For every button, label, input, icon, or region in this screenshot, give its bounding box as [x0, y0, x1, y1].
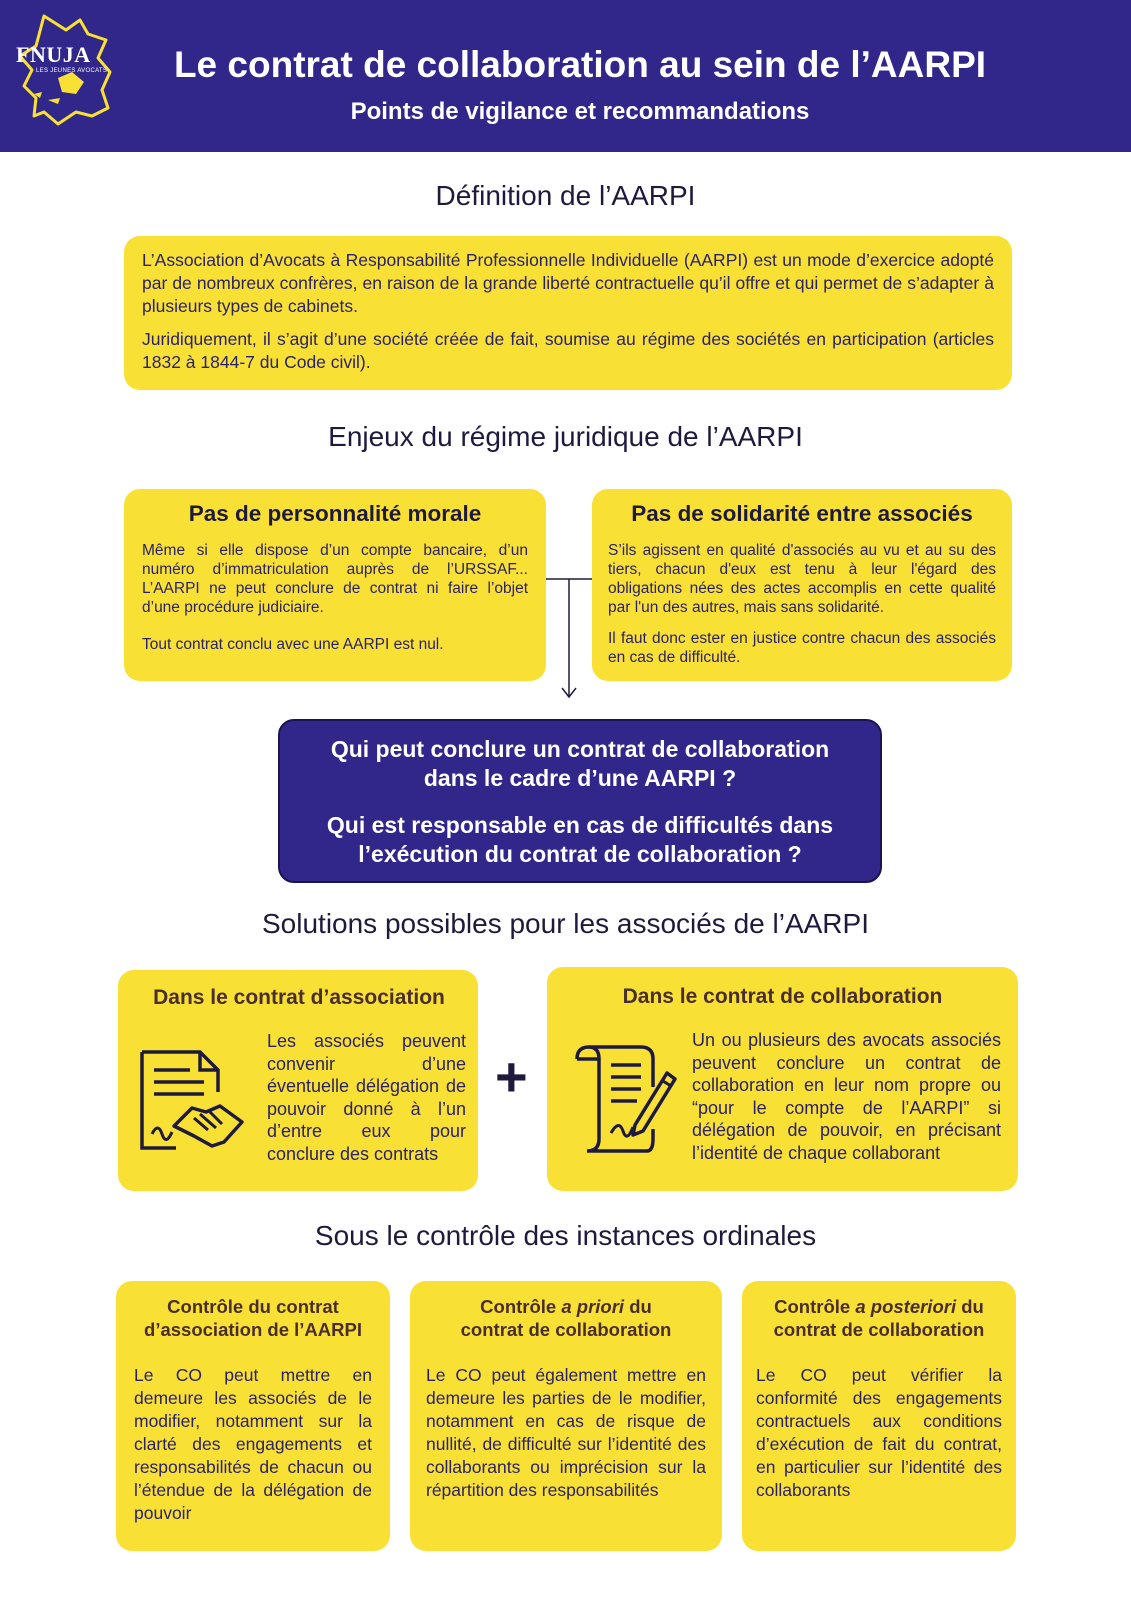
control-a-priori-title-line-1 — [426, 1295, 706, 1318]
control-association-title-line-2: d’association de l’AARPI — [144, 1319, 362, 1340]
control-a-posteriori-title-pre: Contrôle — [774, 1296, 856, 1317]
no-legal-personality-title: Pas de personnalité morale — [188, 501, 482, 526]
connector-arrow — [546, 570, 592, 700]
no-legal-personality-text-2: Tout contrat conclu avec une AARPI est nul. — [142, 636, 444, 653]
enjeux-heading: Enjeux du régime juridique de l’AARPI — [328, 421, 803, 452]
no-solidarity-title: Pas de solidarité entre associés — [631, 501, 973, 526]
control-a-priori-title-line-2: contrat de collaboration — [460, 1319, 672, 1340]
question-1-line-2: dans le cadre d’une AARPI ? — [423, 765, 737, 791]
page-subtitle: Points de vigilance et recommandations — [350, 98, 810, 125]
control-a-posteriori-title-line-2: contrat de collaboration — [773, 1319, 985, 1340]
collaboration-contract-box — [547, 967, 1018, 1191]
definition-box — [124, 236, 1012, 390]
key-questions-box — [278, 719, 882, 883]
definition-heading: Définition de l’AARPI — [435, 180, 696, 211]
france-map-icon — [14, 12, 118, 136]
association-contract-title: Dans le contrat d’association — [153, 986, 445, 1009]
no-solidarity-text-1: S’ils agissent en qualité d'associés au vu et au su des tiers, chacun d'eux est tenu à leur l'égard des obligations nées des actes accomplis en cette qualité par l'un des autres, mais sans solidarité. — [608, 542, 996, 616]
association-contract-box — [118, 970, 478, 1191]
no-legal-personality-box — [124, 489, 546, 681]
control-a-priori-text: Le CO peut également mettre en demeure les parties de le modifier, notamment en cas de risque de nullité, de difficulté sur l’identité des collaborants ou imprécision sur la répartition des responsabilités — [426, 1365, 706, 1500]
fnuja-logo — [14, 12, 118, 136]
question-2-line-2: l’exécution du contrat de collaboration ? — [358, 841, 802, 867]
controle-heading: Sous le contrôle des instances ordinales — [314, 1220, 817, 1251]
contract-handshake-icon — [138, 1048, 248, 1158]
plus-sign: + — [495, 1045, 528, 1108]
no-legal-personality-text-1: Même si elle dispose d’un compte bancaire, d’un numéro d’immatriculation auprès de l’URSSAF... L’AARPI ne peut conclure de contrat ni faire l’objet d’une procédure judiciaire. — [142, 542, 528, 616]
definition-paragraph-2: Juridiquement, il s’agit d’une société créée de fait, soumise au régime des sociétés en participation (articles 1832 à 1844-7 du Code civil). — [142, 329, 994, 372]
no-solidarity-text-2: Il faut donc ester en justice contre chacun des associés en cas de difficulté. — [608, 630, 996, 666]
solutions-heading: Solutions possibles pour les associés de l’AARPI — [262, 908, 869, 939]
contract-signing-icon — [571, 1043, 681, 1163]
logo-text: FNUJA — [16, 42, 91, 67]
control-a-posteriori-title-line-1 — [756, 1295, 1002, 1318]
control-association-title-line-1: Contrôle du contrat — [167, 1296, 339, 1317]
logo-subtitle: LES JEUNES AVOCATS — [36, 68, 108, 74]
control-a-posteriori-box — [742, 1281, 1016, 1551]
control-a-posteriori-text: Le CO peut vérifier la conformité des engagements contractuels aux conditions d’exécution de fait du contrat, en particulier sur l’identité des collaborants — [756, 1365, 1002, 1500]
control-a-priori-title-pre: Contrôle — [480, 1296, 562, 1317]
question-2-line-1: Qui est responsable en cas de difficultés dans — [326, 812, 834, 838]
association-contract-text: Les associés peuvent convenir d’une éventuelle délégation de pouvoir donné à l’un d’entre eux pour conclure des contrats — [267, 1031, 466, 1164]
collaboration-contract-title: Dans le contrat de collaboration — [622, 985, 943, 1008]
control-a-priori-title-post: du — [624, 1296, 652, 1317]
control-association-text: Le CO peut mettre en demeure les associés de le modifier, notamment sur la clarté des engagements et responsabilités de chacun ou l’étendue de la délégation de pouvoir — [134, 1365, 372, 1523]
no-solidarity-box — [592, 489, 1012, 681]
header-banner — [0, 0, 1131, 152]
question-1-line-1: Qui peut conclure un contrat de collaboration — [330, 736, 830, 762]
control-a-priori-title-em: a priori — [561, 1296, 625, 1317]
page-title: Le contrat de collaboration au sein de l’AARPI — [173, 44, 987, 85]
collaboration-contract-text: Un ou plusieurs des avocats associés peuvent conclure un contrat de collaboration en leur nom propre ou “pour le compte de l’AARPI” si délégation de pouvoir, en précisant l’identité de chaque collaborant — [692, 1030, 1001, 1163]
control-a-posteriori-title-em: a posteriori — [855, 1296, 957, 1317]
definition-paragraph-1: L’Association d’Avocats à Responsabilité Professionnelle Individuelle (AARPI) est un mode d’exercice adopté par de nombreux confrères, en raison de la grande liberté contractuelle qu’il offre et qui permet de s’adapter à plusieurs types de cabinets. — [142, 250, 994, 316]
control-association-box — [116, 1281, 390, 1551]
control-a-posteriori-title-post: du — [956, 1296, 984, 1317]
control-a-priori-box — [410, 1281, 722, 1551]
